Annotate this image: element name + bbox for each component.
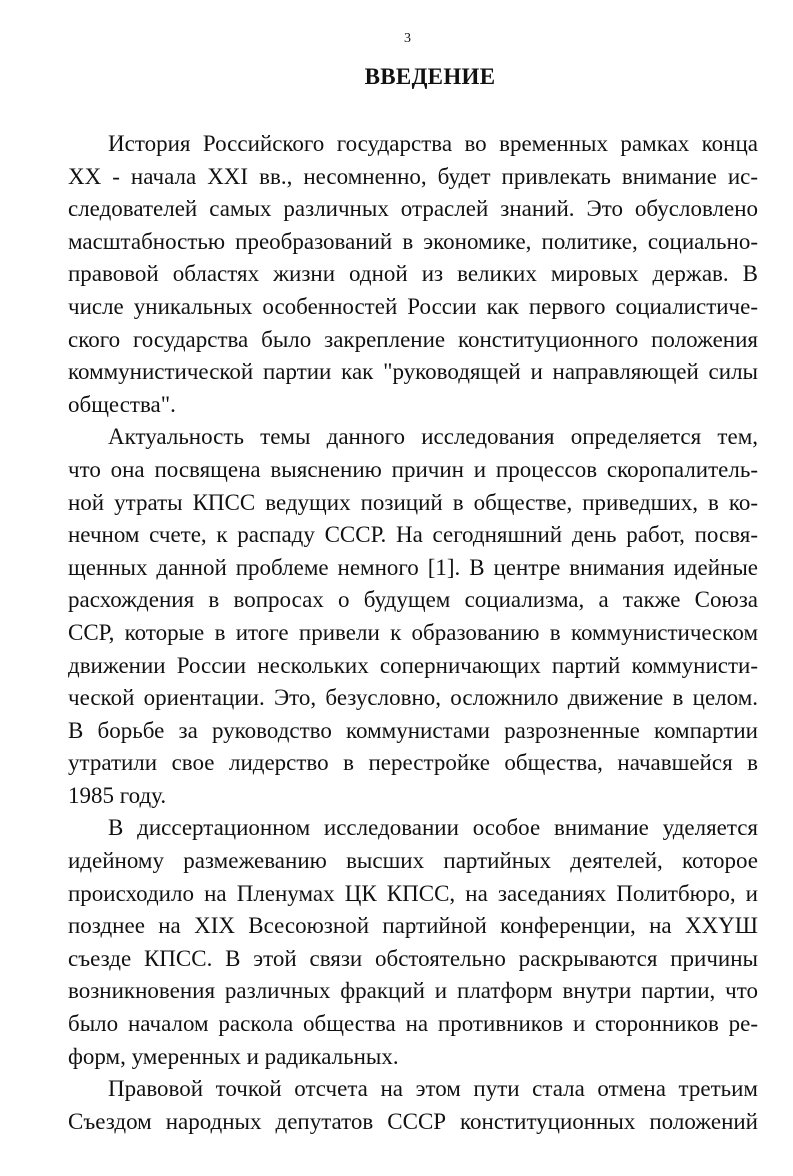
text-line: возникновения различных фракций и платформ внутри партии, что	[68, 978, 758, 1004]
paragraph-2	[68, 421, 758, 812]
text-line: В борьбе за руководство коммунистами разрозненные компартии	[68, 717, 758, 743]
text-line: было началом раскола общества на противников и сторонников ре-	[68, 1011, 758, 1037]
text-line: происходило на Пленумах ЦК КПСС, на заседаниях Политбюро, и	[68, 880, 758, 906]
paragraph-1	[68, 128, 758, 421]
text-line: форм, умеренных и радикальных.	[68, 1043, 399, 1069]
text-line: В диссертационном исследовании особое внимание уделяется	[108, 815, 758, 841]
text-line: движении России нескольких соперничающих партий коммунисти-	[68, 652, 758, 678]
page-number: 3	[404, 31, 411, 46]
text-line: следователей самых различных отраслей знаний. Это обусловлено	[68, 196, 758, 222]
text-line: 1985 году.	[68, 782, 167, 808]
text-line: коммунистической партии как "руководящей и направляющей силы	[68, 359, 758, 385]
text-line: расхождения в вопросах о будущем социализма, а также Союза	[68, 587, 758, 613]
text-line: съезде КПСС. В этой связи обстоятельно раскрываются причины	[68, 945, 758, 971]
text-line: ческой ориентации. Это, безусловно, осложнило движение в целом.	[68, 685, 758, 711]
text-line: идейному размежеванию высших партийных деятелей, которое	[68, 848, 758, 874]
text-line: нечном счете, к распаду СССР. На сегодняшний день работ, посвя-	[68, 522, 758, 548]
text-line: щенных данной проблеме немного [1]. В центре внимания идейные	[68, 554, 758, 580]
text-line: что она посвящена выяснению причин и процессов скоропалитель-	[68, 456, 758, 482]
text-line: утратили свое лидерство в перестройке общества, начавшейся в	[68, 750, 758, 776]
text-line: Правовой точкой отсчета на этом пути стала отмена третьим	[108, 1076, 758, 1102]
page-title: ВВЕДЕНИЕ	[364, 64, 496, 89]
text-line: ССР, которые в итоге привели к образованию в коммунистическом	[68, 619, 758, 645]
text-line: Съездом народных депутатов СССР конституционных положений	[68, 1108, 758, 1134]
text-line: ной утраты КПСС ведущих позиций в обществе, приведших, в ко-	[68, 489, 758, 515]
text-line: общества".	[68, 391, 176, 417]
body-text	[68, 128, 758, 1138]
text-line: ского государства было закрепление конституционного положения	[68, 326, 758, 352]
text-line: XX - начала XXI вв., несомненно, будет привлекать внимание ис-	[68, 163, 758, 189]
text-line: Актуальность темы данного исследования определяется тем,	[108, 424, 758, 450]
text-line: масштабностью преобразований в экономике, политике, социально-	[68, 228, 758, 254]
text-line: История Российского государства во временных рамках конца	[108, 131, 758, 156]
text-line: числе уникальных особенностей России как первого социалистиче-	[68, 293, 758, 319]
text-line: правовой областях жизни одной из великих мировых держав. В	[68, 261, 758, 287]
paragraph-3	[68, 812, 758, 1073]
paragraph-4	[68, 1073, 758, 1138]
text-line: позднее на XIX Всесоюзной партийной конференции, на XXYШ	[68, 913, 758, 939]
